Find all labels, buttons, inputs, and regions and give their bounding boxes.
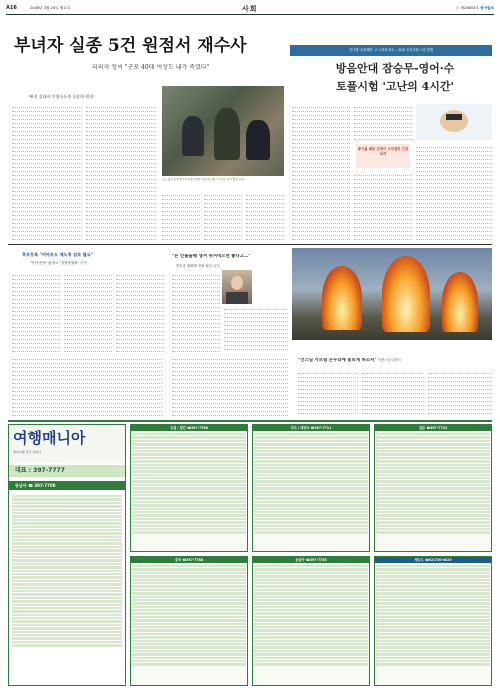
section-divider xyxy=(8,244,492,245)
feature-body-col2 xyxy=(354,104,412,140)
page-number: A16 xyxy=(6,5,17,11)
mid-bottom-col1 xyxy=(172,272,220,352)
travel-ad[interactable] xyxy=(8,424,126,686)
lead-body-col2 xyxy=(86,104,156,240)
lead-subhead: 피의자 정씨 "군포 40대 여성도 내가 죽였다" xyxy=(92,64,210,71)
right-bottom-col3 xyxy=(428,370,492,414)
classified-southeast-asia[interactable] xyxy=(252,556,370,686)
lead-body-col1 xyxy=(12,104,82,240)
feature-body-col4 xyxy=(416,144,492,240)
classified-china[interactable] xyxy=(130,556,248,686)
classified-jeju[interactable] xyxy=(374,556,492,686)
bonfire-photo xyxy=(292,248,492,340)
section-title: 사회 xyxy=(242,4,258,13)
travel-listings xyxy=(11,493,123,683)
classified-europe[interactable] xyxy=(130,424,248,552)
feature-headline-2: 토플시험 '고난의 4시간' xyxy=(336,80,454,93)
travel-phone[interactable]: 대표 : 397-7777 xyxy=(9,465,125,477)
left-bottom-col2 xyxy=(64,272,112,352)
travel-tagline: 해외여행 전문 여행사 xyxy=(13,450,41,454)
feature-illustration xyxy=(416,104,492,140)
classified-title: 미주 / 대양주 ☎397-7711 xyxy=(253,425,369,431)
classified-title: 중국 ☎397-7788 xyxy=(131,557,247,563)
left-bottom-tail xyxy=(12,356,162,418)
mid-bottom-portrait xyxy=(222,270,252,304)
travel-region: 동남아 ☎ 397-7700 xyxy=(9,481,125,490)
lead-body-col4 xyxy=(204,192,242,240)
bonfire-caption xyxy=(292,342,492,350)
classified-title: 유럽 / 발칸 ☎397-7766 xyxy=(131,425,247,431)
mid-bottom-tail xyxy=(172,356,288,418)
feature-body-col1 xyxy=(292,104,350,240)
mid-bottom-col2 xyxy=(224,306,288,352)
lead-body-col3 xyxy=(162,192,200,240)
classified-japan[interactable] xyxy=(374,424,492,552)
lead-body-col5 xyxy=(246,192,284,240)
mid-bottom-headline: "돈 안줄을때 생겨 위겨먹으면 좋다고…" xyxy=(172,254,251,259)
classified-title: 일본 ☎397-7733 xyxy=(375,425,491,431)
travel-brand: 여행매니아 xyxy=(13,429,86,447)
ad-divider xyxy=(8,420,492,422)
right-bottom-subhead: 덕현스님 다비식 xyxy=(378,358,401,362)
lead-headline: 부녀자 실종 5건 원점서 재수사 xyxy=(14,36,247,56)
classified-title: 제주도 ☎02)720-0025 xyxy=(375,557,491,563)
lead-kicker: "완전 상태서 안양초등생 실종에 쉽게" xyxy=(28,94,95,99)
feature-pullquote: 종이를 배운 간척이 소리집까 긴장 보여 xyxy=(356,144,410,168)
feature-banner: 지난해 '동물해변' 주·시장장 8곳 -- 50분 농업지원 시험 발행 xyxy=(290,45,492,56)
left-bottom-subhead: '이념'운영' 없애고 '경영중립화' 추진 xyxy=(30,261,87,265)
left-bottom-col1 xyxy=(12,272,60,352)
feature-body-col3 xyxy=(354,172,412,240)
issue-date: 2008년 3월 24일 월요일 xyxy=(30,6,71,10)
right-bottom-col2 xyxy=(362,370,424,414)
mid-bottom-subhead: 변호중 회원팩 징원 협산 요인 xyxy=(176,264,220,268)
right-bottom-col1 xyxy=(298,370,358,414)
left-bottom-headline: 후보등록 "비마보도 제도적 검토 필요" xyxy=(22,252,93,257)
publisher: ⓒ 제26853호 동아일보 xyxy=(455,6,494,10)
left-bottom-col3 xyxy=(116,272,164,352)
lead-photo xyxy=(162,86,284,176)
classified-title: 동남아 ☎397-7755 xyxy=(253,557,369,563)
page-header xyxy=(6,3,494,15)
photo-caption: 군포 밤토 농장에서 수사대가 현장 조사하고 있다. 사진은 당시 현장 모습. xyxy=(162,178,245,181)
right-bottom-headline: "건스님 가르침 온누리에 꽃피게 하소서" 덕현스님 다비식 xyxy=(298,358,401,363)
classified-america[interactable] xyxy=(252,424,370,552)
feature-headline-1: 방음안대 잠승무-영어·수 xyxy=(335,62,455,75)
